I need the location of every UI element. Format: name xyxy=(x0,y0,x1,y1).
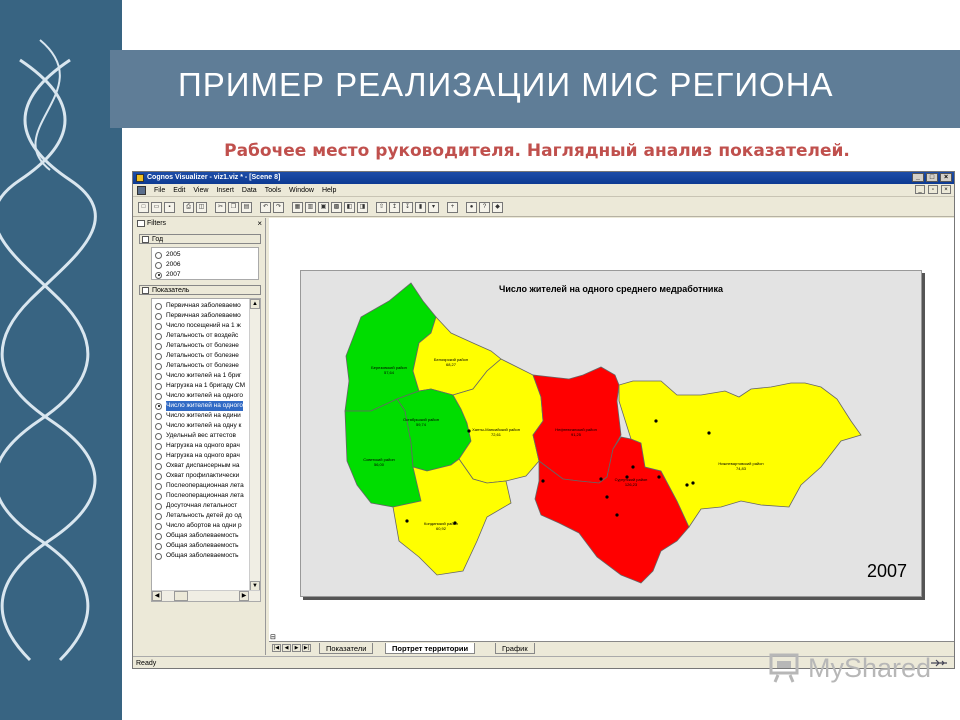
radio-icon[interactable] xyxy=(155,423,162,430)
filters-header xyxy=(135,218,265,229)
first-tab-icon[interactable]: |◀ xyxy=(273,645,280,651)
indicator-option-label: Удельный вес аттестов xyxy=(166,432,236,439)
drill-up-icon[interactable]: ↥ xyxy=(389,202,400,213)
radio-icon[interactable] xyxy=(155,333,162,340)
indicator-option-label: Первичная заболеваемо xyxy=(166,312,241,319)
status-text: Ready xyxy=(136,660,157,667)
indicator-option-label: Послеоперационная лета xyxy=(166,492,244,499)
close-icon[interactable]: × xyxy=(257,219,262,228)
menu-help[interactable]: Help xyxy=(321,187,337,194)
region-name-label: Октябрьский район xyxy=(403,417,439,422)
indicator-option[interactable] xyxy=(155,501,247,511)
redo-icon[interactable]: ↷ xyxy=(273,202,284,213)
indicator-option-label: Летальность от воздейс xyxy=(166,332,239,339)
maximize-button[interactable]: □ xyxy=(926,173,938,182)
radio-icon[interactable] xyxy=(155,353,162,360)
indicator-option[interactable] xyxy=(155,391,247,401)
view-icon[interactable]: ◨ xyxy=(357,202,368,213)
indicator-option[interactable] xyxy=(155,381,247,391)
minimize-button[interactable]: _ xyxy=(912,173,924,182)
filter-icon xyxy=(137,220,145,227)
window-title: Cognos Visualizer - viz1.viz * - [Scene 8] xyxy=(147,174,281,181)
indicator-option[interactable] xyxy=(155,461,247,471)
paste-icon[interactable]: ▤ xyxy=(241,202,252,213)
region-name-label: Березовский район xyxy=(371,365,407,370)
indicator-option-label: Досуточная летальност xyxy=(166,502,238,509)
city-marker xyxy=(615,513,618,516)
app-icon xyxy=(136,174,144,182)
slide-title: ПРИМЕР РЕАЛИЗАЦИИ МИС РЕГИОНА xyxy=(178,66,834,103)
status-plane-icon xyxy=(930,659,948,667)
indicator-option[interactable] xyxy=(155,401,247,411)
new-icon[interactable]: □ xyxy=(138,202,149,213)
grid-icon[interactable]: ▩ xyxy=(331,202,342,213)
map-year: 2007 xyxy=(866,561,907,581)
indicator-option-label: Общая заболеваемость xyxy=(166,552,239,559)
year-options xyxy=(151,247,259,280)
folder-up-icon[interactable]: ⇧ xyxy=(376,202,387,213)
radio-icon[interactable] xyxy=(155,523,162,530)
radio-icon[interactable] xyxy=(155,503,162,510)
radio-icon[interactable] xyxy=(155,493,162,500)
region-value-label: 91,25 xyxy=(570,432,582,437)
scroll-down-icon[interactable]: ▼ xyxy=(250,581,260,591)
radio-icon[interactable] xyxy=(155,252,162,259)
region-name-label: Ханты-Мансийский район xyxy=(472,427,520,432)
city-marker xyxy=(631,465,634,468)
region-map xyxy=(301,271,923,598)
year-option[interactable] xyxy=(155,260,255,270)
city-marker xyxy=(691,481,694,484)
indicator-option-label: Число жителей на одного xyxy=(166,402,243,409)
scroll-left-icon[interactable]: ◀ xyxy=(152,591,162,601)
indicator-filter-title: Показатель xyxy=(152,287,190,294)
menu-tools[interactable]: Tools xyxy=(264,187,282,194)
doc-close-button[interactable]: × xyxy=(941,185,951,194)
radio-icon[interactable] xyxy=(155,303,162,310)
watermark xyxy=(768,652,931,684)
city-marker xyxy=(707,431,710,434)
radio-icon[interactable] xyxy=(155,443,162,450)
map-region[interactable] xyxy=(533,367,621,483)
indicator-option-label: Летальность от болезне xyxy=(166,352,239,359)
toolbar xyxy=(133,198,954,217)
indicator-option-label: Число посещений на 1 ж xyxy=(166,322,241,329)
layout-icon[interactable]: ▣ xyxy=(318,202,329,213)
indicator-option-label: Нагрузка на 1 бригаду СМ xyxy=(166,382,245,389)
indicator-option-label: Число жителей на одну к xyxy=(166,422,242,429)
indicator-option-label: Послеоперационная лета xyxy=(166,482,244,489)
indicator-option[interactable] xyxy=(155,511,247,521)
vertical-scrollbar[interactable] xyxy=(249,299,260,591)
region-value-label: 59,74 xyxy=(415,422,427,427)
presentation-icon xyxy=(768,652,802,684)
indicator-option-label: Общая заболеваемость xyxy=(166,542,239,549)
region-value-label: 60,92 xyxy=(435,526,447,531)
add-icon[interactable]: + xyxy=(447,202,458,213)
menu-view[interactable]: View xyxy=(193,187,209,194)
scroll-thumb[interactable] xyxy=(174,591,188,601)
split-icon[interactable]: ◧ xyxy=(344,202,355,213)
city-marker xyxy=(599,477,602,480)
region-name-label: Нефтеюганский район xyxy=(555,427,597,432)
indicator-option[interactable] xyxy=(155,431,247,441)
scroll-right-icon[interactable]: ▶ xyxy=(239,591,249,601)
region-name-label: Советский район xyxy=(363,457,395,462)
menu-data[interactable]: Data xyxy=(241,187,257,194)
menu-edit[interactable]: Edit xyxy=(173,187,186,194)
year-filter-label[interactable] xyxy=(139,234,261,244)
radio-icon[interactable] xyxy=(155,373,162,380)
region-name-label: Нижневартовский район xyxy=(718,461,764,466)
region-name-label: Сургутский район xyxy=(614,477,648,482)
app-window xyxy=(132,171,955,669)
copy-icon[interactable]: ❐ xyxy=(228,202,239,213)
scroll-up-icon[interactable]: ▲ xyxy=(250,299,260,309)
save-icon[interactable]: ▪ xyxy=(164,202,175,213)
tab-territory-portrait[interactable]: Портрет территории xyxy=(385,643,475,654)
indicator-option[interactable] xyxy=(155,411,247,421)
indicator-option-label: Летальность от болезне xyxy=(166,362,239,369)
indicator-option[interactable] xyxy=(155,371,247,381)
drill-down-icon[interactable]: ↧ xyxy=(402,202,413,213)
city-marker xyxy=(657,475,660,478)
indicator-option[interactable] xyxy=(155,301,247,311)
indicator-option[interactable] xyxy=(155,521,247,531)
indicator-option-label: Число жителей на одного xyxy=(166,392,243,399)
city-marker xyxy=(467,429,470,432)
radio-icon[interactable] xyxy=(155,483,162,490)
indicator-option[interactable] xyxy=(155,441,247,451)
map-title: Число жителей на одного среднего медработника xyxy=(499,284,723,294)
indicator-option-label: Первичная заболеваемо xyxy=(166,302,241,309)
year-option-label: 2005 xyxy=(166,251,181,258)
document-icon xyxy=(137,186,146,195)
map-frame xyxy=(300,270,922,597)
watermark-text: MyShared xyxy=(808,652,932,683)
radio-icon[interactable] xyxy=(155,553,162,560)
indicator-option[interactable] xyxy=(155,531,247,541)
indicator-option-label: Охват профилактически xyxy=(166,472,240,479)
undo-icon[interactable]: ↶ xyxy=(260,202,271,213)
indicator-option[interactable] xyxy=(155,351,247,361)
indicator-option[interactable] xyxy=(155,341,247,351)
indicator-option[interactable] xyxy=(155,311,247,321)
radio-icon[interactable] xyxy=(155,323,162,330)
indicator-option[interactable] xyxy=(155,331,247,341)
slide-subtitle: Рабочее место руководителя. Наглядный анализ показателей. xyxy=(224,141,850,161)
indicator-option[interactable] xyxy=(155,451,247,461)
indicator-option[interactable] xyxy=(155,481,247,491)
prev-tab-icon[interactable]: ◀ xyxy=(282,644,291,652)
radio-icon[interactable] xyxy=(155,433,162,440)
filters-panel xyxy=(135,218,266,655)
bar-chart-icon[interactable]: ▮ xyxy=(415,202,426,213)
region-name-label: Кондинский район xyxy=(424,521,458,526)
sheet-icon: ⊟ xyxy=(270,634,276,641)
tab-indicators[interactable]: Показатели xyxy=(319,643,373,654)
indicator-option-label: Нагрузка на одного врач xyxy=(166,452,240,459)
cut-icon[interactable]: ✂ xyxy=(215,202,226,213)
region-value-label: 68,27 xyxy=(445,362,457,367)
radio-icon[interactable] xyxy=(155,413,162,420)
region-value-label: 57,64 xyxy=(383,370,395,375)
indicator-option-label: Число абортов на одни р xyxy=(166,522,242,529)
radio-icon[interactable] xyxy=(155,543,162,550)
tab-graph[interactable]: График xyxy=(495,643,535,654)
radio-icon[interactable] xyxy=(155,313,162,320)
indicator-option-label: Летальность от болезне xyxy=(166,342,239,349)
region-value-label: 74,83 xyxy=(735,466,747,471)
close-button[interactable]: × xyxy=(940,173,952,182)
indicator-option[interactable] xyxy=(155,361,247,371)
last-tab-icon[interactable]: ▶| xyxy=(303,645,310,651)
indicator-option-label: Летальность детей до од xyxy=(166,512,242,519)
radio-icon[interactable] xyxy=(155,343,162,350)
indicator-option[interactable] xyxy=(155,541,247,551)
region-value-label: 72,61 xyxy=(490,432,502,437)
year-option-label: 2007 xyxy=(166,271,181,278)
indicator-list xyxy=(151,298,261,602)
indicator-filter-label[interactable] xyxy=(139,285,261,295)
book-icon[interactable]: ◆ xyxy=(492,202,503,213)
filter-icon xyxy=(142,236,149,243)
city-marker xyxy=(405,519,408,522)
horizontal-scrollbar[interactable] xyxy=(152,590,260,601)
doc-minimize-button[interactable]: _ xyxy=(915,185,925,194)
year-filter-title: Год xyxy=(152,236,164,243)
radio-icon[interactable] xyxy=(155,393,162,400)
menu-window[interactable]: Window xyxy=(289,187,314,194)
filters-title: Filters xyxy=(147,220,167,227)
next-tab-icon[interactable]: ▶ xyxy=(292,644,301,652)
indicator-rows xyxy=(155,301,247,561)
region-value-label: 126,23 xyxy=(624,482,638,487)
filter-icon[interactable]: ▾ xyxy=(428,202,439,213)
menu-file[interactable]: File xyxy=(154,187,166,194)
decorative-band xyxy=(0,0,122,720)
indicator-option[interactable] xyxy=(155,491,247,501)
indicator-option[interactable] xyxy=(155,321,247,331)
table-icon[interactable]: ▥ xyxy=(305,202,316,213)
wave-ornament xyxy=(0,0,122,720)
indicator-option-label: Общая заболеваемость xyxy=(166,532,239,539)
city-marker xyxy=(541,479,544,482)
radio-icon[interactable] xyxy=(155,533,162,540)
radio-icon[interactable] xyxy=(155,513,162,520)
help-icon[interactable]: ? xyxy=(479,202,490,213)
print-preview-icon[interactable]: ◫ xyxy=(196,202,207,213)
indicator-option-label: Охват диспансерным на xyxy=(166,462,240,469)
year-option[interactable] xyxy=(155,270,255,280)
radio-icon[interactable] xyxy=(155,453,162,460)
chart-icon[interactable]: ▦ xyxy=(292,202,303,213)
radio-icon[interactable] xyxy=(155,473,162,480)
radio-icon[interactable] xyxy=(155,463,162,470)
indicator-option-label: Число жителей на едини xyxy=(166,412,241,419)
radio-icon[interactable] xyxy=(155,262,162,269)
filter-icon xyxy=(142,287,149,294)
city-marker xyxy=(685,483,688,486)
print-icon[interactable]: ⎙ xyxy=(183,202,194,213)
indicator-option[interactable] xyxy=(155,551,247,561)
city-marker xyxy=(605,495,608,498)
radio-icon[interactable] xyxy=(155,383,162,390)
scene-canvas xyxy=(269,218,955,641)
region-value-label: 56,00 xyxy=(373,462,385,467)
indicator-option-label: Нагрузка на одного врач xyxy=(166,442,240,449)
radio-icon[interactable] xyxy=(155,363,162,370)
doc-restore-button[interactable]: ▫ xyxy=(928,185,938,194)
radio-icon[interactable] xyxy=(155,403,162,410)
palette-icon[interactable]: ● xyxy=(466,202,477,213)
year-option[interactable] xyxy=(155,250,255,260)
indicator-option[interactable] xyxy=(155,421,247,431)
menu-bar xyxy=(133,184,954,197)
indicator-option[interactable] xyxy=(155,471,247,481)
window-titlebar xyxy=(133,172,954,184)
open-icon[interactable]: ▭ xyxy=(151,202,162,213)
city-marker xyxy=(654,419,657,422)
radio-icon[interactable] xyxy=(155,272,162,279)
year-option-label: 2006 xyxy=(166,261,181,268)
indicator-option-label: Число жителей на 1 бриг xyxy=(166,372,242,379)
region-name-label: Белоярский район xyxy=(433,357,469,362)
tab-navigation xyxy=(272,644,311,652)
menu-insert[interactable]: Insert xyxy=(216,187,234,194)
